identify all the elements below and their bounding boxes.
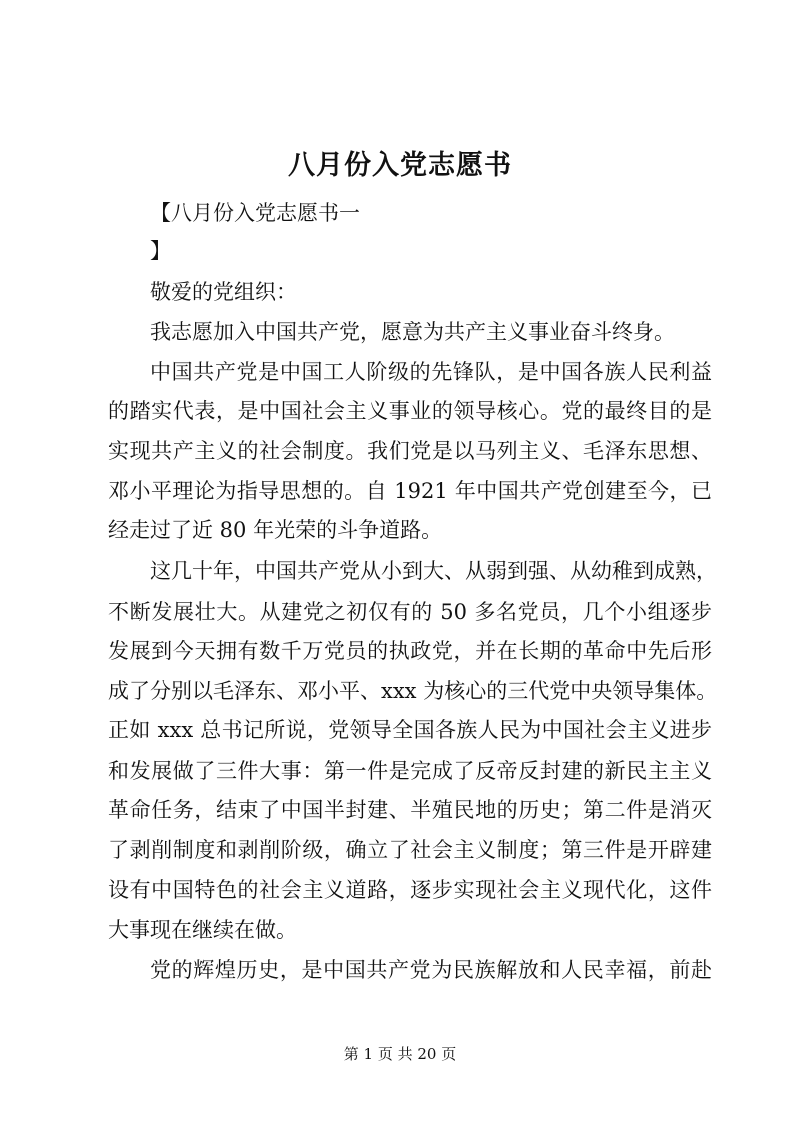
document-title: 八月份入党志愿书 xyxy=(288,150,512,181)
paragraph-3-line: 不断发展壮大。从建党之初仅有的 50 多名党员，几个小组逐步 xyxy=(108,600,712,624)
page-footer: 第 1 页 共 20 页 xyxy=(343,1045,457,1063)
paragraph-3-line: 和发展做了三件大事：第一件是完成了反帝反封建的新民主主义 xyxy=(108,759,712,783)
paragraph-3-line: 设有中国特色的社会主义道路，逐步实现社会主义现代化，这件 xyxy=(108,878,712,902)
paragraph-3-line: 大事现在继续在做。 xyxy=(108,918,297,942)
paragraph-2-line: 中国共产党是中国工人阶级的先锋队，是中国各族人民利益 xyxy=(150,360,712,384)
salutation: 敬爱的党组织： xyxy=(150,280,297,304)
paragraph-3-line: 革命任务，结束了中国半封建、半殖民地的历史；第二件是消灭 xyxy=(108,798,712,822)
paragraph-3-line: 了剥削制度和剥削阶级，确立了社会主义制度；第三件是开辟建 xyxy=(108,838,712,862)
paragraph-2-line: 经走过了近 80 年光荣的斗争道路。 xyxy=(108,518,443,542)
heading-open: 【八月份入党志愿书一 xyxy=(150,201,360,225)
paragraph-4-line: 党的辉煌历史，是中国共产党为民族解放和人民幸福，前赴 xyxy=(150,958,712,982)
paragraph-3-line: 发展到今天拥有数千万党员的执政党，并在长期的革命中先后形 xyxy=(108,639,712,663)
paragraph-2-line: 的踏实代表，是中国社会主义事业的领导核心。党的最终目的是 xyxy=(108,399,712,423)
paragraph-1: 我志愿加入中国共产党，愿意为共产主义事业奋斗终身。 xyxy=(150,320,675,344)
heading-close: 】 xyxy=(150,239,171,263)
paragraph-3-line: 成了分别以毛泽东、邓小平、xxx 为核心的三代党中央领导集体。 xyxy=(108,679,718,703)
paragraph-3-line: 正如 xxx 总书记所说，党领导全国各族人民为中国社会主义进步 xyxy=(108,718,712,742)
paragraph-2-line: 邓小平理论为指导思想的。自 1921 年中国共产党创建至今，已 xyxy=(108,479,712,503)
paragraph-3-line: 这几十年，中国共产党从小到大、从弱到强、从幼稚到成熟， xyxy=(150,559,717,583)
paragraph-2-line: 实现共产主义的社会制度。我们党是以马列主义、毛泽东思想、 xyxy=(108,439,712,463)
